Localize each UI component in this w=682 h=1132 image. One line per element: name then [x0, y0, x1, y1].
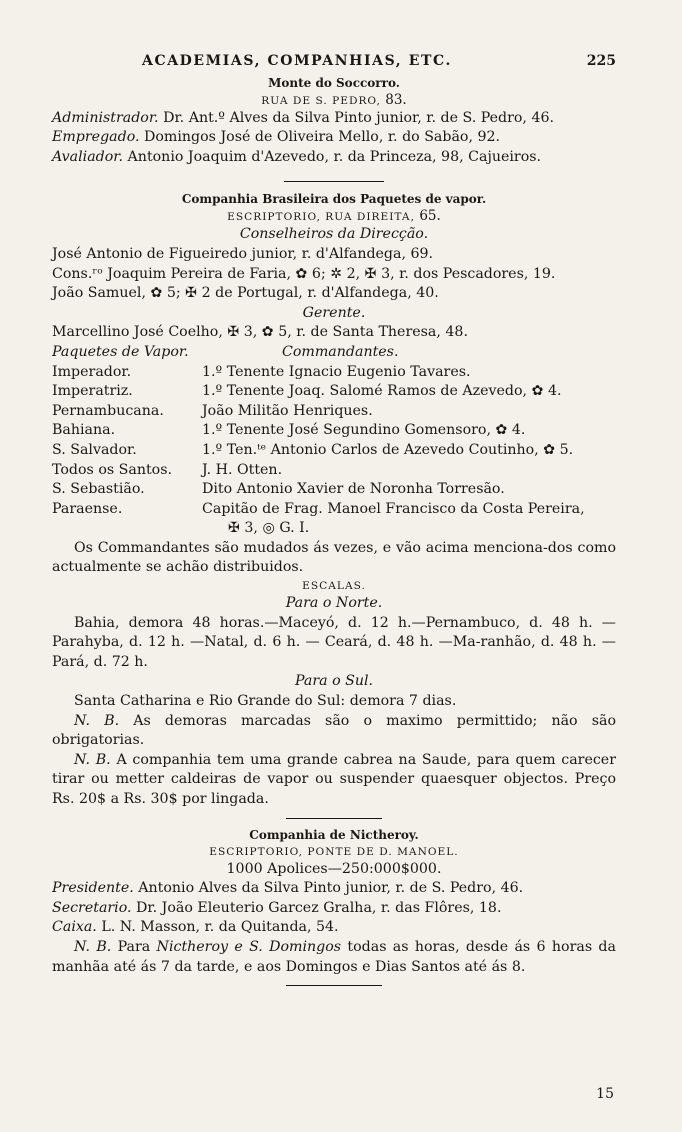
manager-entry: Marcellino José Coelho, ✠ 3, ✿ 5, r. de Santa Theresa, 48. [52, 324, 468, 341]
nb-places: Nictheroy e S. Domingos [156, 938, 342, 955]
director-entry: João Samuel, ✿ 5; ✠ 2 de Portugal, r. d'Alfandega, 40. [52, 285, 439, 302]
nb-label: N. B. [74, 751, 111, 768]
staff-row [52, 879, 616, 899]
ship-commander: João Militão Henriques. [202, 402, 373, 419]
south-heading: Para o Sul. [294, 673, 374, 690]
commanders-note: Os Commandantes são mudados ás vezes, e vão acima menciona-dos como actualmente se achão distribuidos. [52, 539, 616, 576]
commander-continuation: ✠ 3, ◎ G. I. [228, 520, 310, 537]
south-stops: Santa Catharina e Rio Grande do Sul: demora 7 dias. [74, 693, 457, 710]
address-number: 83. [385, 91, 407, 108]
staff-row [52, 148, 616, 168]
escalas-heading: ESCALAS. [302, 580, 366, 593]
ship-name: S. Sebastião. [52, 481, 145, 498]
section-divider [286, 818, 382, 819]
section-divider [286, 985, 382, 986]
section-monte-do-soccorro [52, 75, 616, 168]
north-stops: Bahia, demora 48 horas.—Maceyó, d. 12 h.—Pernambuco, d. 48 h. —Parahyba, d. 12 h. —Natal, d. 6 h. — Ceará, d. 48 h. —Ma-ranhão, d. 48 h. —Pará, d. 72 h. [52, 614, 616, 670]
section-paquetes [52, 191, 616, 809]
ship-name: Pernambucana. [52, 402, 164, 419]
staff-role: Presidente. [52, 880, 134, 897]
section-title: Monte do Soccorro. [268, 75, 400, 90]
nb-label: N. B. [74, 712, 120, 729]
nota-bene [52, 712, 616, 751]
ship-name: Todos os Santos. [52, 461, 172, 478]
staff-role: Avaliador. [52, 148, 124, 165]
staff-role: Caixa. [52, 919, 97, 936]
section-title: Companhia Brasileira dos Paquetes de vapor. [181, 192, 487, 207]
nb-text: A companhia tem uma grande cabrea na Saude, para quem carecer tirar ou metter caldeiras de vapor ou suspender quaesquer objectos. Preço Rs. 20$ a Rs. 30$ por lingada. [52, 751, 616, 807]
staff-entry: L. N. Masson, r. da Quitanda, 54. [96, 919, 339, 936]
staff-entry: Antonio Joaquim d'Azevedo, r. da Princeza, 98, Cajueiros. [123, 148, 542, 165]
ship-commander: 1.º Ten.ᵗᵉ Antonio Carlos de Azevedo Coutinho, ✿ 5. [202, 441, 574, 458]
ship-commander: Capitão de Frag. Manoel Francisco da Costa Pereira, [202, 500, 585, 517]
address-label: ESCRIPTORIO, RUA DIREITA, [227, 211, 415, 224]
manager-heading: Gerente. [302, 304, 366, 321]
nota-bene [52, 938, 616, 977]
directors-heading: Conselheiros da Direcção. [239, 226, 429, 243]
ships-table [52, 343, 616, 519]
ship-name: Bahiana. [52, 422, 116, 439]
running-head [52, 52, 616, 72]
section-address [52, 208, 616, 225]
ship-commander: Dito Antonio Xavier de Noronha Torresão. [202, 481, 505, 498]
section-nictheroy [52, 827, 616, 978]
signature-number: 15 [596, 1086, 614, 1102]
ship-name: Paraense. [52, 500, 123, 517]
company-capital: 1000 Apolices—250:000$000. [226, 860, 442, 877]
nb-text: As demoras marcadas são o maximo permittido; não são obrigatorias. [52, 712, 616, 749]
staff-role: Administrador. [52, 109, 159, 126]
north-heading: Para o Norte. [285, 595, 383, 612]
address-label: RUA DE S. PEDRO, [261, 94, 381, 107]
nota-bene [52, 751, 616, 810]
ship-name: Imperador. [52, 363, 132, 380]
nb-label: N. B. [74, 938, 112, 955]
ship-name: Imperatriz. [52, 383, 133, 400]
staff-entry: Antonio Alves da Silva Pinto junior, r. de S. Pedro, 46. [133, 880, 524, 897]
section-address: ESCRIPTORIO, PONTE DE D. MANOEL. [209, 845, 459, 858]
director-entry: Cons.ʳᵒ Joaquim Pereira de Faria, ✿ 6; ✲ 2, ✠ 3, r. dos Pescadores, 19. [52, 265, 556, 282]
ship-commander: 1.º Tenente José Segundino Gomensoro, ✿ 4. [202, 422, 526, 439]
nb-pre: Para [111, 938, 157, 955]
ship-commander: J. H. Otten. [202, 461, 283, 478]
staff-role: Empregado. [52, 129, 140, 146]
section-divider [284, 181, 384, 182]
staff-row [52, 128, 616, 148]
running-title: ACADEMIAS, COMPANHIAS, ETC. [142, 53, 453, 69]
staff-entry: Dr. Ant.º Alves da Silva Pinto junior, r. de S. Pedro, 46. [158, 109, 555, 126]
staff-entry: Dr. João Eleuterio Garcez Gralha, r. das Flôres, 18. [131, 899, 502, 916]
staff-row [52, 918, 616, 938]
page-number: 225 [586, 53, 616, 69]
staff-row [52, 899, 616, 919]
staff-row [52, 109, 616, 129]
ships-column-heading: Paquetes de Vapor. [52, 343, 189, 360]
ship-commander: 1.º Tenente Ignacio Eugenio Tavares. [202, 363, 471, 380]
ship-name: S. Salvador. [52, 441, 137, 458]
director-entry: José Antonio de Figueiredo junior, r. d'Alfandega, 69. [52, 245, 434, 262]
staff-role: Secretario. [52, 899, 132, 916]
ship-commander: 1.º Tenente Joaq. Salomé Ramos de Azevedo, ✿ 4. [202, 383, 562, 400]
address-number: 65. [419, 208, 441, 225]
commanders-column-heading: Commandantes. [282, 343, 399, 360]
section-address [52, 92, 616, 109]
nb-text: todas as horas, desde ás 6 horas da manhãa até ás 7 da tarde, e aos Domingos e Dias Santos até ás 8. [52, 938, 616, 975]
section-title: Companhia de Nictheroy. [249, 827, 419, 842]
staff-entry: Domingos José de Oliveira Mello, r. do Sabão, 92. [139, 129, 501, 146]
